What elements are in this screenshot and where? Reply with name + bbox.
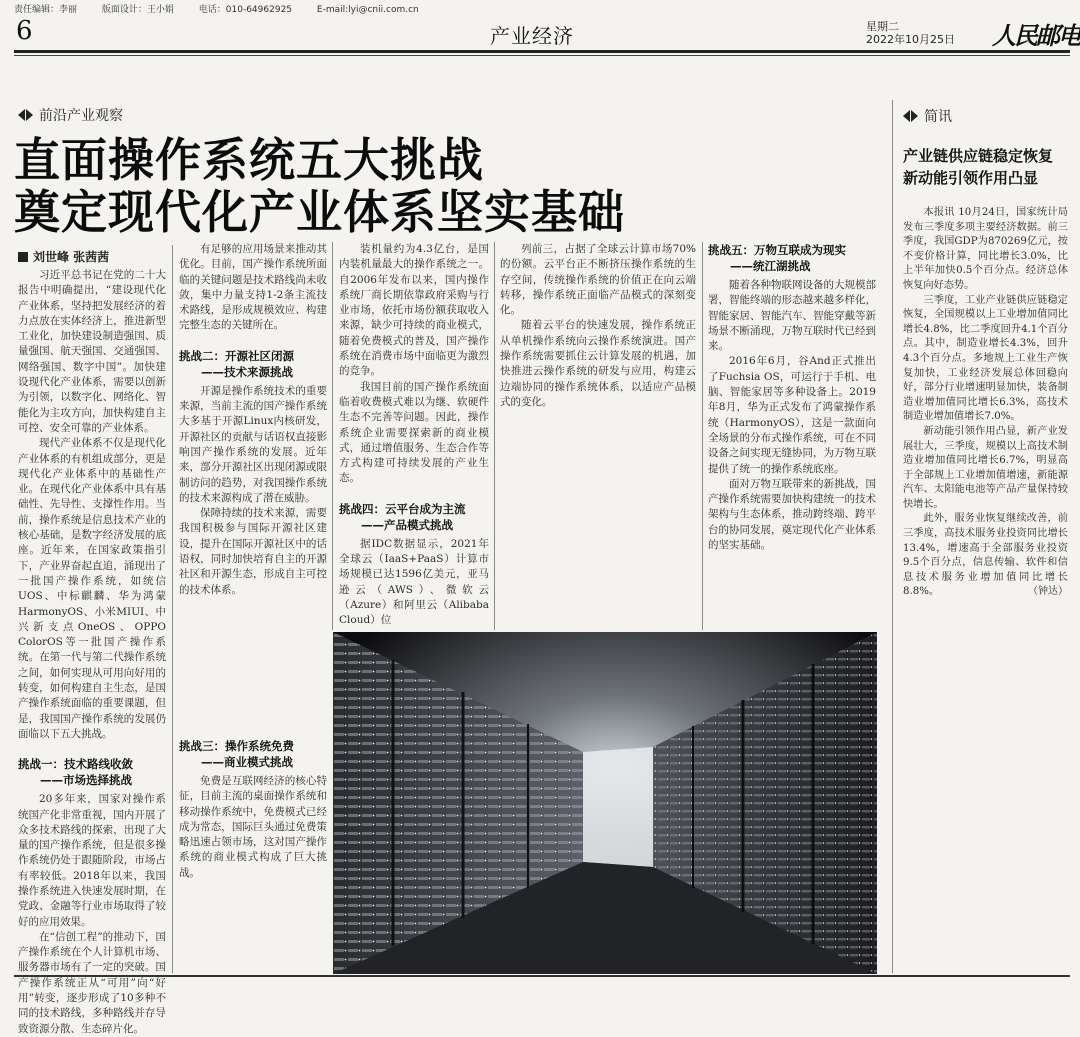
subheading-subtitle: ——统江湖挑战 (730, 259, 811, 273)
section-title: 产业经济 (490, 24, 574, 48)
paragraph: 三季度，工业产业链供应链稳定恢复，全国规模以上工业增加值同比增长4.8%，比二季度回升4.1个百分点。其中，制造业增长4.3%，回升4.3个百分点。多地规上工业生产恢复加快，工业经济发展总体回稳向好，部分行业增速明显加快，装备制造业增加值同比增长6.3%，高技术制造业增加值增长7.0%。 (903, 294, 1068, 423)
byline-authors: 刘世峰 张茜茜 (33, 250, 110, 264)
subheading-subtitle: ——市场选择挑战 (40, 773, 132, 788)
paragraph: 2016年6月，谷And正式推出了Fuchsia OS，可运行于手机、电脑、智能家居等多种设备上。2019年8月，华为正式发布了鸿蒙操作系统（HarmonyOS），这是一款面向全场景的分布式操作系统，可在不同设备之间实现无缝协同，为万物互联提供了统一的操作系统底座。 (708, 355, 876, 475)
subheading-challenge-2 (179, 348, 327, 380)
column-divider (702, 242, 703, 630)
paragraph: 在“信创工程”的推动下，国产操作系统在个人计算机市场、服务器市场有了一定的突破。国产操作系统正从“可用”向“好用”转变，逐步形成了10多种不同的技术路线，多种路线并存导致资源分散、生态碎片化。 (18, 930, 166, 1035)
subheading-title: 挑战四：云平台成为主流 (339, 501, 466, 516)
paragraph: 据IDC数据显示，2021年全球云（IaaS+PaaS）计算市场规模已达1596亿美元，亚马逊云（AWS）、微软云（Azure）和阿里云（Alibaba Cloud）位 (339, 537, 489, 627)
paragraph: 习近平总书记在党的二十大报告中明确提出，“建设现代化产业体系，坚持把发展经济的着力点放在实体经济上，推进新型工业化，加快建设制造强国、质量强国、航天强国、交通强国、网络强国、数字中国”。加快建设现代化产业体系，需要以创新为引领，以数字化、网络化、智能化为主攻方向，加快构建自主可控、安全可靠的产业体系。 (18, 269, 166, 434)
subheading-title: 挑战五：万物互联成为现实 (708, 243, 846, 257)
header-credits (14, 2, 614, 15)
paragraph (903, 512, 1068, 600)
article-column-2 (179, 242, 327, 973)
paragraph: 列前三，占据了全球云计算市场70%的份额。云平台正不断挤压操作系统的生存空间，传统操作系统的价值正在向云端转移，操作系统正面临产品模式的深刻变化。 (500, 243, 696, 317)
weekday: 星期二 (866, 20, 899, 33)
paragraph-text: 此外，服务业恢复继续改善，前三季度，高技术服务业投资同比增长13.4%，增速高于全部服务业投资9.5个百分点，信息传输、软件和信息技术服务业增加值同比增长8.8%。 (903, 513, 1068, 598)
editor-credit: 责任编辑：李丽 (14, 5, 78, 15)
article-column-3 (339, 242, 489, 630)
subheading-challenge-3 (179, 738, 327, 770)
pen-icon (18, 252, 28, 262)
article-column-1 (18, 268, 166, 1035)
page-number: 6 (16, 16, 33, 46)
subheading-subtitle: ——技术来源挑战 (201, 364, 293, 379)
subheading-subtitle: ——商业模式挑战 (201, 754, 293, 769)
sidebar-divider (892, 100, 893, 973)
subheading-title: 挑战一：技术路线收敛 (18, 757, 133, 772)
paragraph: 我国目前的国产操作系统面临着收费模式难以为继、软硬件生态不完善等问题。因此，操作系统企业需要探索新的商业模式，通过增值服务、生态合作等方式构建可持续发展的产业生态。 (339, 380, 489, 485)
article-kicker-label: 前沿产业观察 (39, 108, 123, 124)
column-divider (494, 242, 495, 630)
article-column-5 (708, 242, 876, 630)
end-mark: （钟达） (1028, 586, 1068, 598)
headline-line-2: 奠定现代化产业体系坚实基础 (14, 185, 625, 239)
article-column-4 (500, 242, 696, 630)
sidebar-headline: 产业链供应链稳定恢复 新动能引领作用凸显 (903, 147, 1054, 187)
paragraph: 保障持续的技术来源，需要我国积极参与国际开源社区建设，提升在国际开源社区中的话语权，同时加快培育自主的开源社区和开源生态，形成自主可控的技术体系。 (179, 507, 327, 596)
headline-line-1: 直面操作系统五大挑战 (14, 133, 484, 187)
paragraph: 本报讯 10月24日，国家统计局发布三季度多项主要经济数据。前三季度，我国GDP为870269亿元，按不变价格计算，同比增长3.0%，比上半年加快0.5个百分点。经济总体恢复向好态势。 (903, 207, 1068, 291)
paragraph: 新动能引领作用凸显，新产业发展壮大，三季度，规模以上高技术制造业增加值同比增长6.7%，明显高于全部规上工业增加值增速，新能源汽车、太阳能电池等产品产量保持较快增长。 (903, 425, 1068, 510)
designer-credit: 版面设计：王小娟 (101, 5, 174, 15)
server-room-photo (333, 632, 877, 974)
footer-rule (14, 975, 1070, 977)
paragraph: 现代产业体系不仅是现代化产业体系的有机组成部分，更是现代化产业体系中的基础性产业。在现代化产业体系中具有基础性、先导性、支撑性作用。当前，操作系统是信息技术产业的核心基础，是数字经济发展的底座。近年来，在国家政策指引下，产业界奋起直追，涌现出了一批国产操作系统，如统信UOS、中标麒麟、华为鸿蒙HarmonyOS、小米MIUI、中兴新支点OneOS、OPPO ColorOS等一批国产操作系统。在第一代与第二代操作系统之间，如何实现从可用向好用的转变，如何构建自主生态，是国产操作系统面临的重要课题，但是，我国国产操作系统的发展仍面临以下五大挑战。 (18, 437, 166, 740)
subheading-title: 挑战二：开源社区闭源 (179, 348, 294, 363)
sidebar-kicker (903, 106, 952, 126)
dateline (866, 20, 955, 46)
paragraph: 随着各种物联网设备的大规模部署，智能终端的形态越来越多样化，智能家居、智能汽车、智能穿戴等新场景不断涌现，万物互联时代已经到来。 (708, 279, 876, 353)
column-divider (332, 242, 333, 630)
column-divider (172, 245, 173, 973)
subheading-challenge-4 (339, 501, 489, 533)
subheading-subtitle: ——产品模式挑战 (361, 517, 453, 532)
paragraph: 免费是互联网经济的核心特征，目前主流的桌面操作系统和移动操作系统中，免费模式已经成为常态，国际巨头通过免费策略迅速占领市场，这对国产操作系统的商业模式构成了巨大挑战。 (179, 774, 327, 879)
masthead-logo: 人民邮电 (992, 21, 1080, 50)
sidebar-kicker-label: 简讯 (924, 109, 952, 125)
subheading-title: 挑战三：操作系统免费 (179, 738, 294, 753)
phone-credit: 电话：010-64962925 (198, 5, 293, 15)
double-chevron-icon (903, 110, 918, 122)
paragraph: 随着云平台的快速发展，操作系统正从单机操作系统向云操作系统演进。国产操作系统需要抓住云计算发展的机遇，加快推进云操作系统的研发与应用，构建云边端协同的操作系统体系，以适应产品模式的变化。 (500, 319, 696, 408)
email-credit: E-mail:lyi@cnii.com.cn (316, 5, 419, 15)
server-racks-illustration (333, 632, 877, 974)
sidebar-body (903, 206, 1068, 968)
paragraph: 20多年来，国家对操作系统国产化非常重视，国内开展了众多技术路线的探索，出现了大量的国产操作系统，但是很多操作系统仍处于跟随阶段，市场占有率较低。2018年以来，我国操作系统进入快速发展时期，在党政、金融等行业市场取得了较好的应用效果。 (18, 793, 166, 928)
subheading-challenge-5 (708, 242, 876, 274)
paragraph: 装机量约为4.3亿台，是国内装机量最大的操作系统之一。自2006年发布以来，国内操作系统厂商长期依靠政府采购与行业市场，依托市场份额获取收入来源，缺少可持续的商业模式，随着免费模式的普及，国产操作系统在消费市场中面临更为激烈的竞争。 (339, 243, 489, 378)
double-chevron-icon (18, 109, 33, 121)
paragraph: 有足够的应用场景来推动其优化。目前，国产操作系统所面临的关键问题是技术路线尚未收敛，集中力量支持1-2条主流技术路线，是形成规模效应、构建完整生态的关键所在。 (179, 243, 327, 332)
issue-date: 2022年10月25日 (866, 33, 955, 46)
paragraph: 面对万物互联带来的新挑战，国产操作系统需要加快构建统一的技术架构与生态体系，推动跨终端、跨平台的协同发展，奠定现代化产业体系的坚实基础。 (708, 477, 876, 552)
header-rule (14, 50, 1070, 53)
header-rule-thin (14, 55, 1070, 56)
article-headline (14, 134, 874, 238)
paragraph: 开源是操作系统技术的重要来源，当前主流的国产操作系统大多基于开源Linux内核研发，开源社区的贡献与话语权直接影响国产操作系统的发展。近年来，部分开源社区出现闭源或限制访问的趋势，对我国操作系统的技术来源构成了潜在威胁。 (179, 384, 327, 504)
article-kicker (18, 105, 123, 125)
byline (18, 248, 109, 265)
subheading-challenge-1 (18, 756, 166, 788)
